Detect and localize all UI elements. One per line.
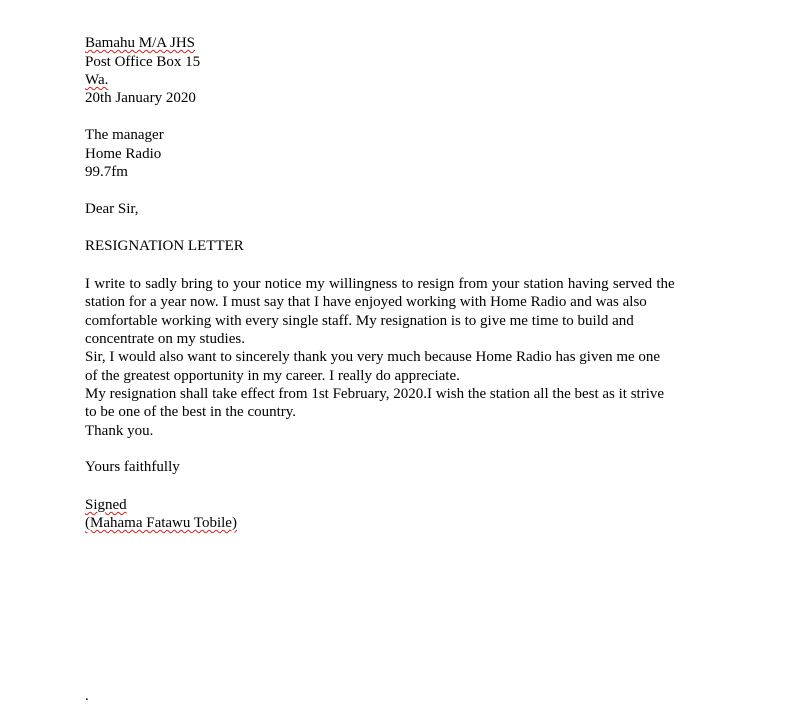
body-line: I write to sadly bring to your notice my willingness to resign from your station having served the bbox=[85, 276, 675, 292]
stray-mark: . bbox=[85, 688, 89, 704]
body-line: Sir, I would also want to sincerely thank you very much because Home Radio has given me one bbox=[85, 349, 661, 365]
body-line: My resignation shall take effect from 1st February, 2020.I wish the station all the best as it strive bbox=[85, 386, 665, 402]
signature-label: Signed bbox=[85, 497, 127, 513]
signature-name: (Mahama Fatawu Tobile) bbox=[85, 515, 237, 531]
closing: Yours faithfully bbox=[85, 459, 180, 475]
letter-date: 20th January 2020 bbox=[85, 90, 196, 106]
body-line: comfortable working with every single staff. My resignation is to give me time to build and bbox=[85, 313, 634, 329]
sender-box: Post Office Box 15 bbox=[85, 54, 201, 70]
sender-town: Wa. bbox=[85, 72, 109, 88]
recipient-title: The manager bbox=[85, 127, 164, 143]
body-line: Thank you. bbox=[85, 423, 154, 439]
salutation: Dear Sir, bbox=[85, 201, 139, 217]
body-line: of the greatest opportunity in my career. I really do appreciate. bbox=[85, 368, 460, 384]
sender-name: Bamahu M/A JHS bbox=[85, 35, 196, 51]
body-line: station for a year now. I must say that I have enjoyed working with Home Radio and was also bbox=[85, 294, 647, 310]
body-line: to be one of the best in the country. bbox=[85, 404, 297, 420]
recipient-org: Home Radio bbox=[85, 146, 162, 162]
body-line: concentrate on my studies. bbox=[85, 331, 245, 347]
subject-line: RESIGNATION LETTER bbox=[85, 238, 244, 254]
recipient-frequency: 99.7fm bbox=[85, 164, 128, 180]
